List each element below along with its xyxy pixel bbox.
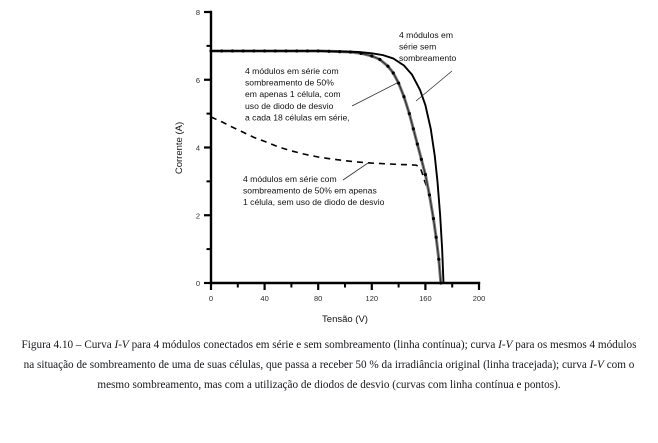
leader-line-no-diode [343,163,368,180]
caption-part-2: para 4 módulos conectados em série e sem sombreamento (linha contínua); curva [128,339,499,351]
curve-marker-dot [412,127,415,130]
curve-marker-dot [416,143,419,146]
curve-marker-dot [386,65,389,68]
leader-line-bypass-diode [352,83,397,106]
annotation-bypass-diode-line: uso de diodo de desvio [245,100,334,111]
x-tick-label: 120 [365,294,379,303]
x-tick-label: 160 [419,294,432,303]
x-tick-label: 80 [314,294,323,303]
curve-marker-dot [378,58,381,61]
curve-marker-dot [402,95,405,98]
caption-iv-3: I-V [589,358,604,371]
y-tick-label: 0 [195,279,200,288]
annotation-no-diode-line: sombreamento de 50% em apenas [243,185,377,196]
leader-line-unshaded [416,71,452,101]
annotation-unshaded-line: série sem [399,41,437,52]
curve-marker-dot [424,173,427,176]
x-tick-label: 0 [208,294,214,303]
annotation-no-diode-line: 4 módulos em série com [243,174,337,184]
y-tick-label: 8 [195,8,200,17]
annotation-bypass-diode-line: sombreamento de 50% [245,77,334,88]
annotation-bypass-diode [245,66,350,122]
curve-marker-dot [408,112,411,115]
figure-caption [0,336,658,396]
annotation-no-diode-line: 1 célula, sem uso de diodo de desvio [243,197,385,208]
caption-part-3: para os mesmos 4 módulos na situação de sombreamento de uma de suas células, que passa a receber 50 % da irradiância original (linha tracejada); curva [23,339,637,371]
y-axis-title: Corrente (A) [174,121,185,175]
curve-marker-dot [435,236,438,239]
curve-marker-dot [432,217,435,220]
annotation-no-diode [243,174,385,207]
curve-marker-dot [392,71,395,74]
curve-marker-dot [437,258,440,261]
curve-marker-dot [420,158,423,161]
y-tick-label: 2 [195,211,200,221]
x-tick-label: 200 [472,294,486,303]
x-axis-tick-labels [209,294,485,303]
caption-part-1: Figura 4.10 – Curva [21,339,115,351]
annotation-unshaded [399,30,457,63]
annotation-unshaded-line: sombreamento [399,53,457,64]
curve-marker-dot [397,82,400,85]
curve-marker-dot [370,54,373,57]
annotation-bypass-diode-line: a cada 18 células em série, [245,112,350,123]
curve-marker-dot [439,281,442,284]
caption-iv-1: I-V [114,339,129,351]
caption-iv-2: I-V [498,339,513,351]
x-tick-label: 40 [260,294,269,303]
annotation-bypass-diode-line: 4 módulos em série com [245,66,339,76]
y-axis-tick-labels [196,8,200,288]
caption-part-4: com o mesmo sombreamento, mas com a utilização de diodos de desvio (curvas com linha contínua e pontos). [97,358,635,391]
y-tick-label: 6 [195,75,200,85]
x-axis-title: Tensão (V) [322,314,368,325]
annotation-bypass-diode-line: em apenas 1 célula, com [245,89,341,100]
curve-marker-dot [428,193,431,196]
y-tick-label: 4 [195,143,200,153]
annotation-unshaded-line: 4 módulos em [399,30,453,40]
